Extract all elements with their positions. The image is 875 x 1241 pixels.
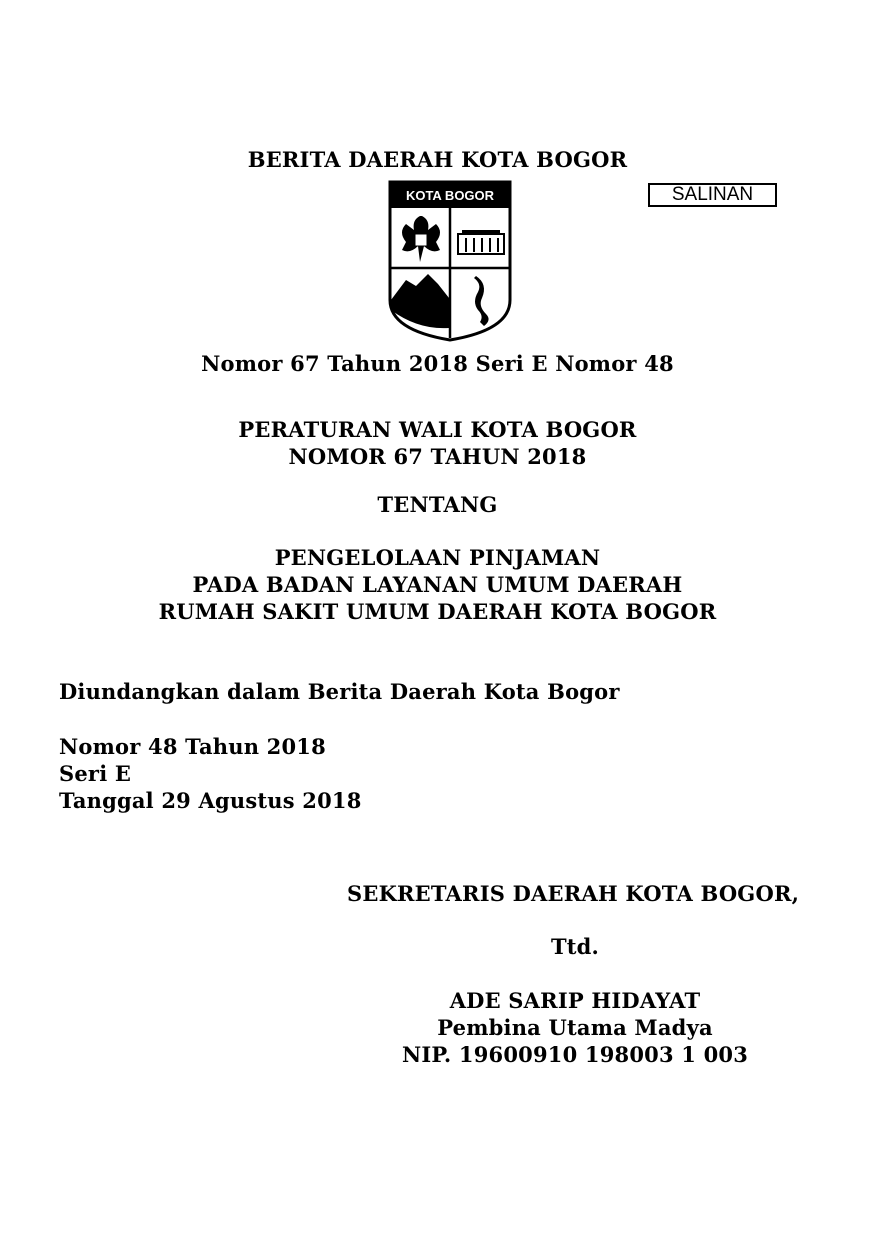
- promulgation-date: Tanggal 29 Agustus 2018: [59, 788, 362, 813]
- regulation-number: NOMOR 67 TAHUN 2018: [288, 444, 587, 469]
- signed-mark: Ttd.: [550, 934, 600, 959]
- signatory-rank: Pembina Utama Madya: [437, 1015, 713, 1040]
- signatory-office: SEKRETARIS DAERAH KOTA BOGOR,: [347, 881, 800, 906]
- promulgation-intro: Diundangkan dalam Berita Daerah Kota Bogor: [59, 679, 620, 704]
- kota-bogor-crest-icon: [388, 180, 512, 342]
- crest-label: KOTA BOGOR: [405, 188, 495, 203]
- promulgation-number: Nomor 48 Tahun 2018: [59, 734, 326, 759]
- promulgation-series: Seri E: [59, 761, 132, 786]
- subject-line: PADA BADAN LAYANAN UMUM DAERAH: [192, 572, 683, 597]
- regulation-title: PERATURAN WALI KOTA BOGOR: [238, 417, 637, 442]
- issue-number: Nomor 67 Tahun 2018 Seri E Nomor 48: [201, 351, 674, 376]
- subject-line: PENGELOLAAN PINJAMAN: [274, 545, 601, 570]
- copy-stamp: SALINAN: [648, 183, 777, 207]
- subject-line: RUMAH SAKIT UMUM DAERAH KOTA BOGOR: [158, 599, 717, 624]
- document-title: BERITA DAERAH KOTA BOGOR: [247, 147, 628, 172]
- about-heading: TENTANG: [377, 492, 498, 517]
- signatory-nip: NIP. 19600910 198003 1 003: [401, 1042, 749, 1067]
- signatory-name: ADE SARIP HIDAYAT: [449, 988, 701, 1013]
